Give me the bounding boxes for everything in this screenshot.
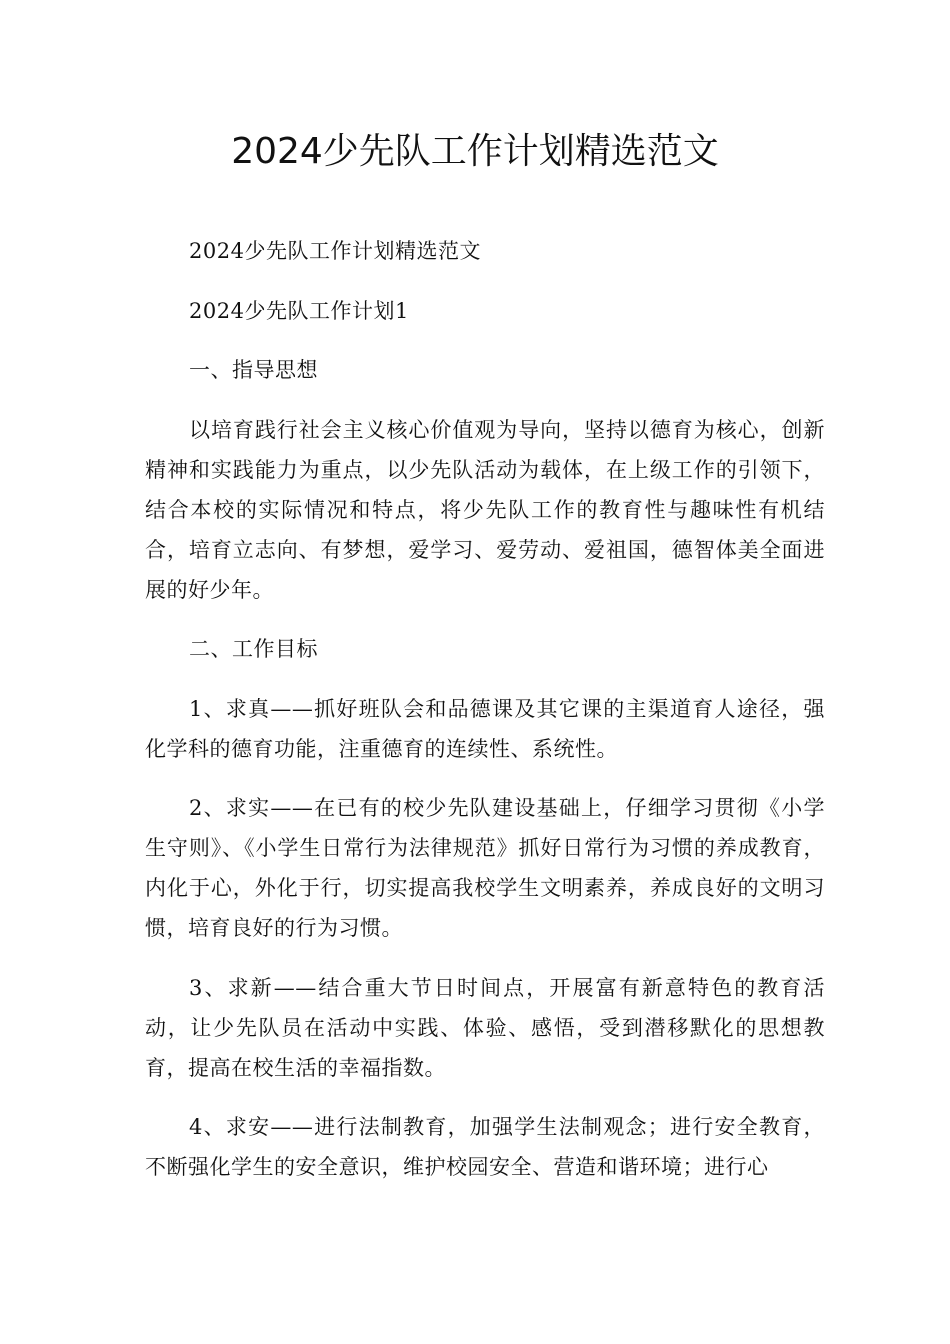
paragraph-subtitle: 2024少先队工作计划精选范文 <box>189 239 481 263</box>
paragraph-plan-heading: 2024少先队工作计划1 <box>189 298 409 323</box>
paragraph-goal-2: 2、求实——在已有的校少先队建设基础上，仔细学习贯彻《小学生守则》、《小学生日常行为法律规范》抓好日常行为习惯的养成教育，内化于心，外化于行，切实提高我校学生文明素养，养成良好的文明习惯，培育良好的行为习惯。 <box>145 796 825 940</box>
document-title: 2024少先队工作计划精选范文 <box>231 131 719 172</box>
paragraph-section-2-heading: 二、工作目标 <box>189 637 318 661</box>
paragraph-section-1-heading: 一、指导思想 <box>189 358 318 382</box>
paragraph-goal-1: 1、求真——抓好班队会和品德课及其它课的主渠道育人途径，强化学科的德育功能，注重德育的连续性、系统性。 <box>145 696 825 761</box>
document-body <box>145 231 825 1187</box>
paragraph-goal-4: 4、求安——进行法制教育，加强学生法制观念；进行安全教育，不断强化学生的安全意识，维护校园安全、营造和谐环境；进行心 <box>145 1115 825 1179</box>
paragraph-guiding-ideology: 以培育践行社会主义核心价值观为导向，坚持以德育为核心，创新精神和实践能力为重点，以少先队活动为载体，在上级工作的引领下，结合本校的实际情况和特点，将少先队工作的教育性与趣味性有机结合，培育立志向、有梦想，爱学习、爱劳动、爱祖国，德智体美全面进展的好少年。 <box>145 417 825 602</box>
paragraph-goal-3: 3、求新——结合重大节日时间点，开展富有新意特色的教育活动，让少先队员在活动中实践、体验、感悟，受到潜移默化的思想教育，提高在校生活的幸福指数。 <box>145 975 825 1080</box>
